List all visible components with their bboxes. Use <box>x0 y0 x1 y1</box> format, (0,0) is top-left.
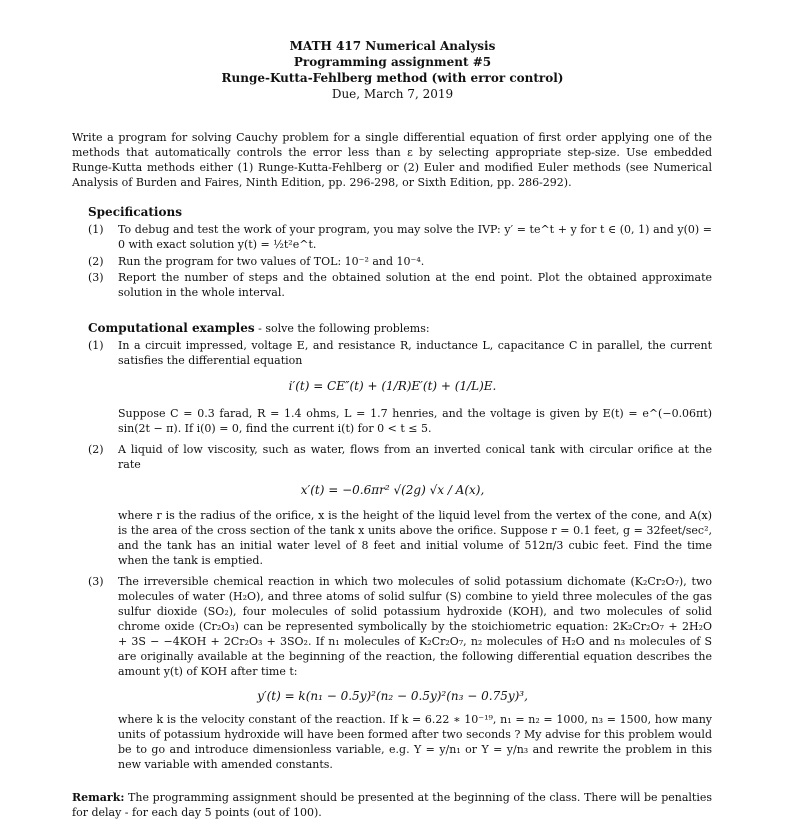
spec-item-2-text: Run the program for two values of TOL: 10⁻² and 10⁻⁴. <box>118 255 425 268</box>
spec-item-1-num: (1) <box>88 223 104 236</box>
specifications-heading: Specifications <box>88 205 182 219</box>
examples-heading-bold: Computational examples <box>88 321 255 335</box>
example-item-1-after: Suppose C = 0.3 farad, R = 1.4 ohms, L = 1.7 henries, and the voltage is given by E(t) = e^(−0.06πt) sin(2t − π). If i(0) = 0, find the current i(t) for 0 < t ≤ 5. <box>118 407 712 435</box>
equation-circuit: i′(t) = CE″(t) + (1/R)E′(t) + (1/L)E. <box>288 379 497 393</box>
remark-paragraph <box>72 790 712 820</box>
equation-reaction: y′(t) = k(n₁ − 0.5y)²(n₂ − 0.5y)²(n₃ − 0.75y)³, <box>257 689 528 703</box>
example-item-3-text: The irreversible chemical reaction in which two molecules of solid potassium dichomate (K₂Cr₂O₇), two molecules of water (H₂O), and three atoms of solid sulfur (S) combine to yield three molecules of the gas sulfur dioxide (SO₂), four molecules of solid potassium hydroxide (KOH), and two molecules of solid chrome oxide (Cr₂O₃) can be represented symbolically by the stoichiometric equation: 2K₂Cr₂O₇ + 2H₂O + 3S − −4KOH + 2Cr₂O₃ + 3SO₂. If n₁ molecules of K₂Cr₂O₇, n₂ molecules of H₂O and n₃ molecules of S are originally available at the beginning of the reaction, the following differential equation describes the amount y(t) of KOH after time t: <box>118 575 712 678</box>
spec-item-3-num: (3) <box>88 271 104 284</box>
examples-heading <box>88 320 430 337</box>
spec-item-1-text: To debug and test the work of your program, you may solve the IVP: y′ = te^t + y for t ∈ (0, 1) and y(0) = 0 with exact solution y(t) = ½t²e^t. <box>118 223 712 251</box>
method-title: Runge-Kutta-Fehlberg method (with error control) <box>221 71 564 85</box>
due-date: Due, March 7, 2019 <box>331 87 454 101</box>
spec-item-2-num: (2) <box>88 255 104 268</box>
assignment-title: Programming assignment #5 <box>293 55 492 69</box>
spec-item-3-text: Report the number of steps and the obtained solution at the end point. Plot the obtained approximate solution in the whole interval. <box>118 271 712 299</box>
remark-text: The programming assignment should be presented at the beginning of the class. There will be penalties for delay - for each day 5 points (out of 100). <box>72 791 712 819</box>
example-item-1-text: In a circuit impressed, voltage E, and resistance R, inductance L, capacitance C in parallel, the current satisfies the differential equation <box>118 339 712 367</box>
remark-label: Remark: <box>72 791 125 804</box>
course-title: MATH 417 Numerical Analysis <box>289 39 496 53</box>
example-item-2-text: A liquid of low viscosity, such as water, flows from an inverted conical tank with circular orifice at the rate <box>118 443 712 471</box>
example-item-2-num: (2) <box>88 443 104 456</box>
intro-paragraph: Write a program for solving Cauchy problem for a single differential equation of first order applying one of the methods that automatically controls the error less than ε by selecting appropriate step-size. Use embedded Runge-Kutta methods either (1) Runge-Kutta-Fehlberg or (2) Euler and modified Euler methods (see Numerical Analysis of Burden and Faires, Ninth Edition, pp. 296-298, or Sixth Edition, pp. 286-292). <box>72 131 712 189</box>
example-item-2-after: where r is the radius of the orifice, x is the height of the liquid level from the vertex of the cone, and A(x) is the area of the cross section of the tank x units above the orifice. Suppose r = 0.1 feet, g = 32feet/sec², and the tank has an initial water level of 8 feet and initial volume of 512π/3 cubic feet. Find the time when the tank is emptied. <box>118 509 712 567</box>
example-item-3-after: where k is the velocity constant of the reaction. If k = 6.22 ∗ 10⁻¹⁹, n₁ = n₂ = 1000, n₃ = 1500, how many units of potassium hydroxide will have been formed after two seconds ? My advise for this problem would be to go and introduce dimensionless variable, e.g. Y = y/n₁ or Y = y/n₃ and rewrite the problem in this new variable with amended constants. <box>118 713 712 771</box>
equation-tank: x′(t) = −0.6πr² √(2g) √x / A(x), <box>300 483 485 497</box>
example-item-3-num: (3) <box>88 575 104 588</box>
examples-heading-suffix: - solve the following problems: <box>254 322 430 335</box>
example-item-1-num: (1) <box>88 339 104 352</box>
